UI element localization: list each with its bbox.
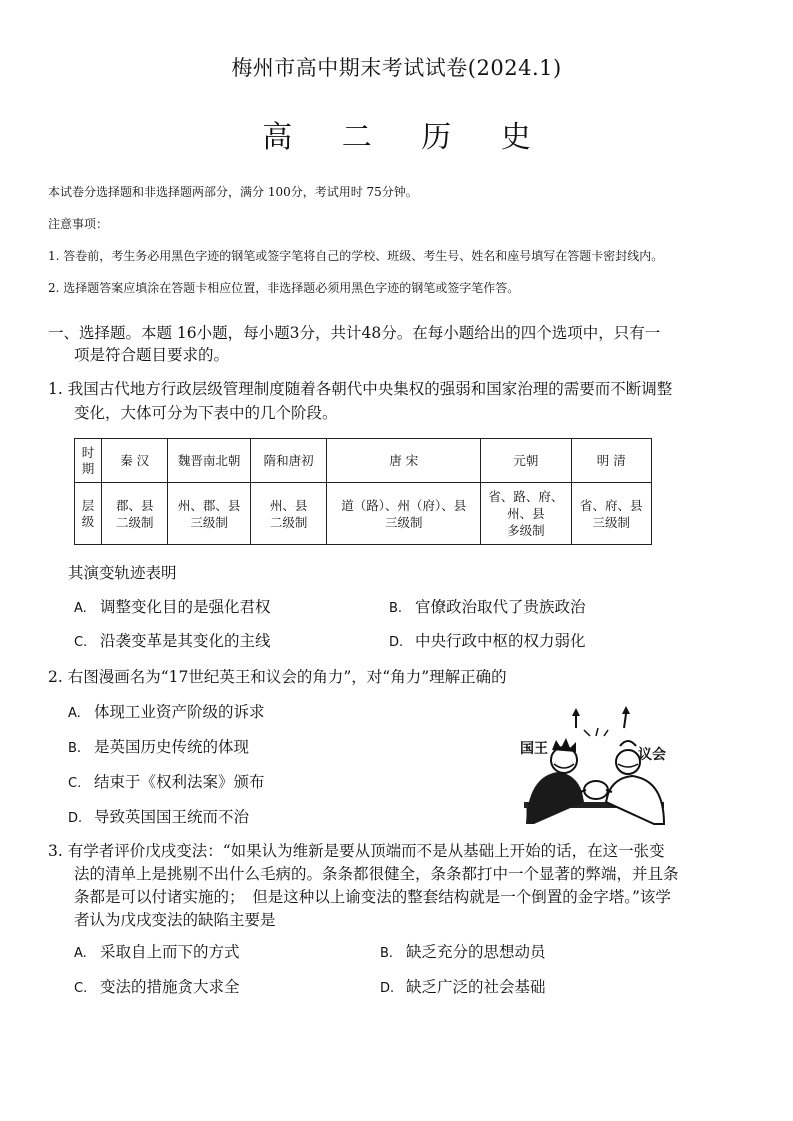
table-cell: 唐 宋 xyxy=(327,439,481,483)
table-cell: 魏晋南北朝 xyxy=(168,439,250,483)
exam-intro: 本试卷分选择题和非选择题两部分，满分 100分，考试用时 75分钟。 xyxy=(48,185,418,199)
q3-stem-line: 者认为戊戌变法的缺陷主要是 xyxy=(74,911,276,929)
cartoon-label-parliament: 议会 xyxy=(638,747,666,763)
section-heading: 一、选择题。本题 16小题，每小题3分，共计48分。在每小题给出的四个选项中，只有一 xyxy=(48,324,661,342)
q3-stem-line: 3. 有学者评价戊戌变法：“如果认为维新是要从顶端而不是从基础上开始的话，在这一张变 xyxy=(48,842,665,860)
table-cell: 州、郡、县 三级制 xyxy=(168,483,250,545)
table-cell: 元朝 xyxy=(481,439,571,483)
q1-option-a[interactable]: A. 调整变化目的是强化君权 xyxy=(74,598,271,616)
section-heading-cont: 项是符合题目要求的。 xyxy=(74,346,230,364)
notice-title: 注意事项： xyxy=(48,217,109,231)
q3-option-d[interactable]: D. 缺乏广泛的社会基础 xyxy=(380,978,546,996)
q1-stem-cont: 变化，大体可分为下表中的几个阶段。 xyxy=(74,404,338,422)
q1-stem-end: 其演变轨迹表明 xyxy=(68,564,177,582)
table-cell: 秦 汉 xyxy=(101,439,168,483)
q2-option-d[interactable]: D. 导致英国国王统而不治 xyxy=(68,808,250,826)
q3-stem-line: 法的清单上是挑剔不出什么毛病的。条条都很健全，条条都打中一个显著的弊端，并且条 xyxy=(74,865,679,883)
table-cell: 郡、县 二级制 xyxy=(101,483,168,545)
q2-option-b[interactable]: B. 是英国历史传统的体现 xyxy=(68,738,250,756)
q2-stem: 2. 右图漫画名为“17世纪英王和议会的角力”，对“角力”理解正确的 xyxy=(48,668,507,686)
exam-title: 梅州市高中期末考试试卷(2024.1) xyxy=(231,56,562,80)
table-cell: 隋和唐初 xyxy=(250,439,326,483)
notice-item: 2. 选择题答案应填涂在答题卡相应位置，非选择题必须用黑色字迹的钢笔或签字笔作答。 xyxy=(48,281,520,295)
table-cell: 道（路）、州（府）、县 三级制 xyxy=(327,483,481,545)
cartoon-label-king: 国王 xyxy=(520,741,548,757)
notice-item: 1. 答卷前，考生务必用黑色字迹的钢笔或签字笔将自己的学校、班级、考生号、姓名和座号填写在答题卡密封线内。 xyxy=(48,249,664,263)
row-header-period: 时期 xyxy=(75,439,102,483)
table-row xyxy=(75,483,652,545)
table-cell: 省、路、府、 州、县 多级制 xyxy=(481,483,571,545)
q1-option-c[interactable]: C. 沿袭变革是其变化的主线 xyxy=(74,632,271,650)
q1-option-b[interactable]: B. 官僚政治取代了贵族政治 xyxy=(389,598,586,616)
cartoon-drawing xyxy=(514,706,674,826)
arm-wrestling-cartoon xyxy=(514,706,674,826)
q3-option-a[interactable]: A. 采取自上而下的方式 xyxy=(74,943,240,961)
table-cell: 州、县 二级制 xyxy=(250,483,326,545)
q1-stem: 1. 我国古代地方行政层级管理制度随着各朝代中央集权的强弱和国家治理的需要而不断调整 xyxy=(48,380,673,398)
q1-option-d[interactable]: D. 中央行政中枢的权力弱化 xyxy=(389,632,586,650)
row-header-level: 层级 xyxy=(75,483,102,545)
q3-option-c[interactable]: C. 变法的措施贪大求全 xyxy=(74,978,240,996)
q3-stem-line: 条都是可以付诸实施的； 但是这种以上谕变法的整套结构就是一个倒置的金字塔。”该学 xyxy=(74,888,671,906)
table-cell: 省、府、县 三级制 xyxy=(571,483,651,545)
q3-option-b[interactable]: B. 缺乏充分的思想动员 xyxy=(380,943,546,961)
table-row xyxy=(75,439,652,483)
admin-levels-table xyxy=(74,438,652,545)
q2-option-a[interactable]: A. 体现工业资产阶级的诉求 xyxy=(68,703,265,721)
subject-title: 高 二 历 史 xyxy=(262,120,551,155)
table-cell: 明 清 xyxy=(571,439,651,483)
q2-option-c[interactable]: C. 结束于《权利法案》颁布 xyxy=(68,773,265,791)
